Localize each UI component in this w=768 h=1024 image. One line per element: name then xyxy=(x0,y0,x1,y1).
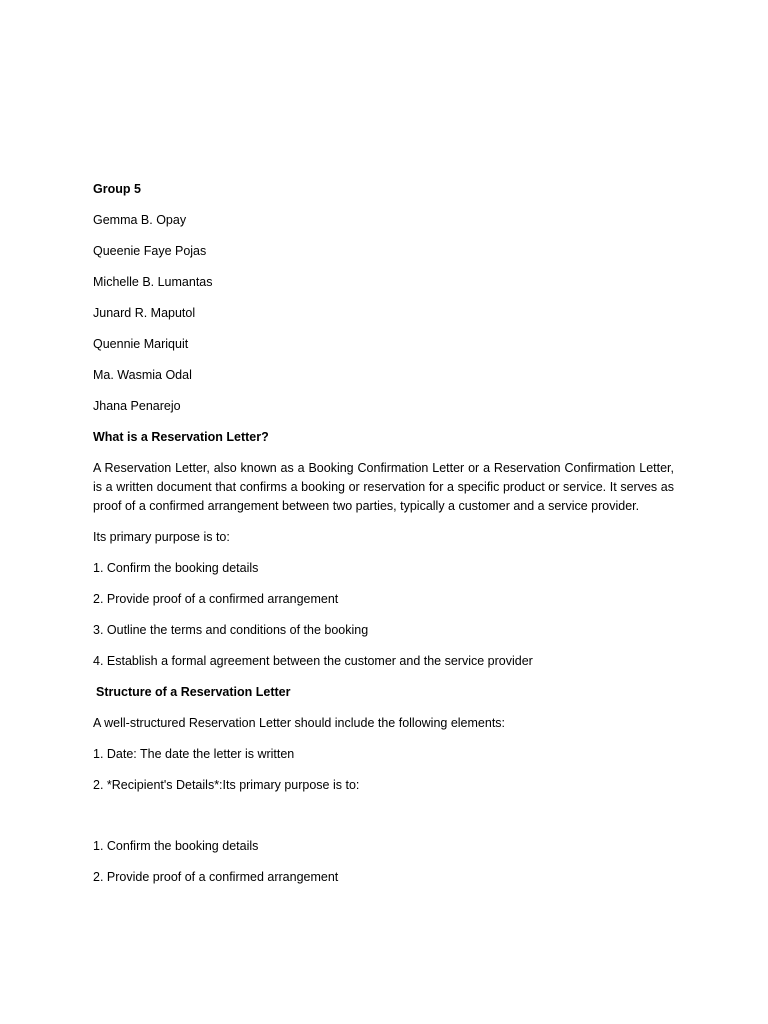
definition-paragraph: A Reservation Letter, also known as a Booking Confirmation Letter or a Reservation Confirmation Letter, is a written document that confirms a booking or reservation for a specific product or service. It serves as proof of a confirmed arrangement between two parties, typically a customer and a service provider. xyxy=(93,461,674,513)
member-name: Ma. Wasmia Odal xyxy=(93,368,192,382)
section-heading-structure: Structure of a Reservation Letter xyxy=(96,685,291,699)
blank-line xyxy=(93,807,674,837)
section-heading-what-is: What is a Reservation Letter? xyxy=(93,430,269,444)
structure-item: 2. *Recipient's Details*:Its primary purpose is to: xyxy=(93,778,360,792)
member-name: Queenie Faye Pojas xyxy=(93,244,207,258)
group-title: Group 5 xyxy=(93,182,141,196)
member-name: Quennie Mariquit xyxy=(93,337,189,351)
repeat-item: 1. Confirm the booking details xyxy=(93,839,259,853)
purpose-item: 4. Establish a formal agreement between the customer and the service provider xyxy=(93,654,533,668)
member-name: Junard R. Maputol xyxy=(93,306,196,320)
purpose-item: 3. Outline the terms and conditions of the booking xyxy=(93,623,369,637)
purpose-item: 1. Confirm the booking details xyxy=(93,561,259,575)
structure-item: 1. Date: The date the letter is written xyxy=(93,747,295,761)
purpose-item: 2. Provide proof of a confirmed arrangement xyxy=(93,592,339,606)
structure-intro: A well-structured Reservation Letter should include the following elements: xyxy=(93,716,506,730)
member-name: Gemma B. Opay xyxy=(93,213,187,227)
member-name: Michelle B. Lumantas xyxy=(93,275,213,289)
document-page xyxy=(93,180,674,899)
purpose-intro: Its primary purpose is to: xyxy=(93,530,230,544)
member-name: Jhana Penarejo xyxy=(93,399,181,413)
repeat-item: 2. Provide proof of a confirmed arrangement xyxy=(93,870,339,884)
